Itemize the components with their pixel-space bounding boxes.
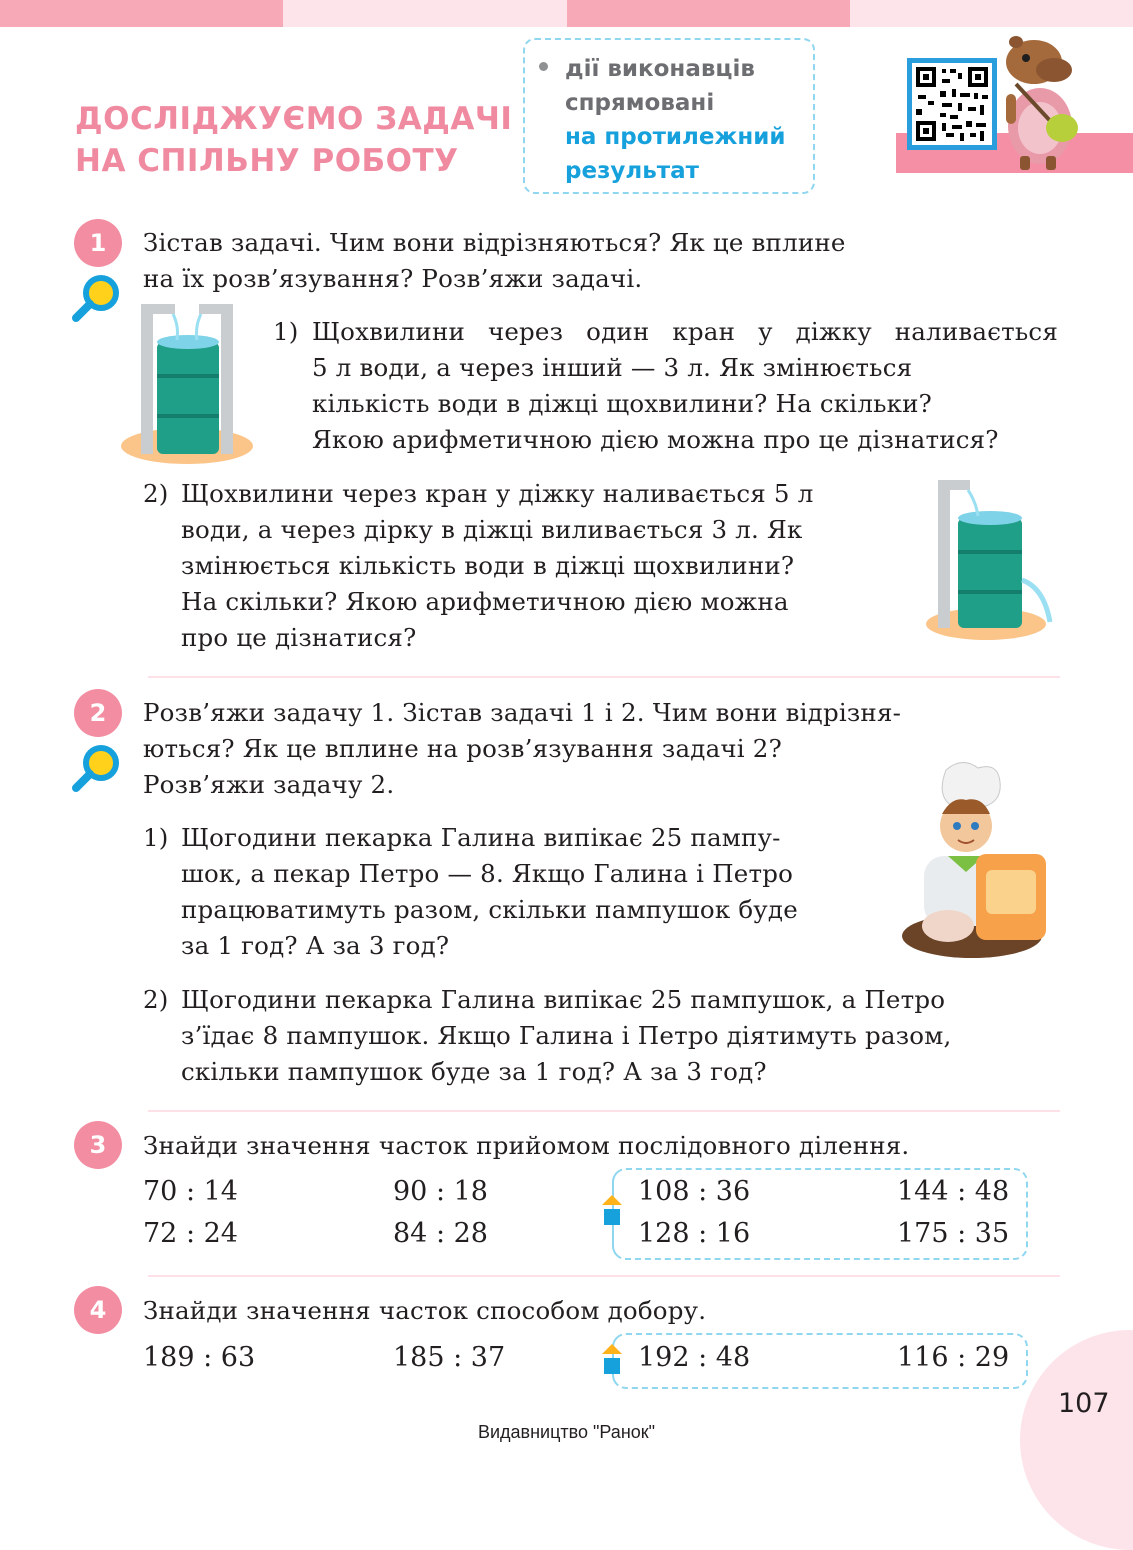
task-3-expression: 108 : 36 bbox=[638, 1176, 751, 1207]
task-2-sub-1-line-1: Щогодини пекарка Галина випікає 25 пампу- bbox=[181, 823, 781, 852]
callout-line-4: результат bbox=[565, 158, 699, 184]
qr-code-icon[interactable] bbox=[907, 58, 997, 150]
callout-line-2: спрямовані bbox=[565, 90, 715, 116]
task-1-line-1: Зістав задачі. Чим вони відрізняються? Як це вплине bbox=[143, 228, 846, 257]
callout-line-3: на протилежний bbox=[565, 124, 786, 150]
task-1-sub-2-line-4: На скільки? Якою арифметичною дією можна bbox=[181, 587, 789, 616]
task-1-sub-2-line-2: води, а через дірку в діжці виливається 3 л. Як bbox=[181, 515, 803, 544]
task-3-expression: 144 : 48 bbox=[897, 1176, 1010, 1207]
task-1-sub-1-line-2: 5 л води, а через інший — 3 л. Як змінюється bbox=[312, 353, 913, 382]
callout-line-1: дії виконавців bbox=[565, 56, 755, 82]
task-4-expression: 189 : 63 bbox=[143, 1342, 256, 1373]
publisher-credit: Видавництво "Ранок" bbox=[477, 1422, 656, 1442]
barrel-two-taps-icon bbox=[115, 296, 260, 468]
task-3-expression: 72 : 24 bbox=[143, 1218, 238, 1249]
task-2-sub-1-line-2: шок, а пекар Петро — 8. Якщо Галина і Петро bbox=[181, 859, 794, 888]
task-1-sub-1-line-1 bbox=[312, 314, 1058, 350]
task-2-sub-2-line-2: з’їдає 8 пампушок. Якщо Галина і Петро діятимуть разом, bbox=[181, 1021, 952, 1050]
qr-pattern-icon bbox=[912, 63, 992, 145]
task-4-text: Знайди значення часток способом добору. bbox=[143, 1296, 707, 1325]
capybara-mascot-icon bbox=[996, 28, 1088, 173]
task-2-sub-2-label: 2) bbox=[143, 985, 169, 1014]
task-3-number-badge: 3 bbox=[74, 1121, 122, 1169]
task-3-expression: 90 : 18 bbox=[393, 1176, 488, 1207]
task-2-line-1: Розв’яжи задачу 1. Зістав задачі 1 і 2. Чим вони відрізня- bbox=[143, 698, 902, 727]
topic-callout bbox=[523, 38, 815, 194]
bullet-icon bbox=[539, 62, 548, 71]
task-1-sub-1-line-4: Якою арифметичною дією можна про це дізнатися? bbox=[312, 425, 999, 454]
title-line-1: ДОСЛІДЖУЄМО ЗАДАЧІ bbox=[75, 101, 513, 137]
task-3-expression: 70 : 14 bbox=[143, 1176, 238, 1207]
task-4-expression: 185 : 37 bbox=[393, 1342, 506, 1373]
top-bar-1 bbox=[0, 0, 283, 27]
text: Щохвилини через один кран у діжку наливається bbox=[312, 317, 1058, 346]
task-4-expression: 192 : 48 bbox=[638, 1342, 751, 1373]
separator bbox=[148, 1275, 1060, 1277]
task-3-text: Знайди значення часток прийомом послідовного ділення. bbox=[143, 1131, 910, 1160]
house-marker-icon bbox=[602, 1195, 622, 1227]
task-1-sub-2-line-5: про це дізнатися? bbox=[181, 623, 417, 652]
house-marker-icon bbox=[602, 1344, 622, 1376]
task-2-sub-1-label: 1) bbox=[143, 823, 169, 852]
page-number: 107 bbox=[1058, 1388, 1110, 1419]
task-1-sub-2-line-3: змінюється кількість води в діжці щохвилини? bbox=[181, 551, 795, 580]
baker-illustration-icon bbox=[902, 760, 1058, 960]
task-2-sub-1-line-3: працюватимуть разом, скільки пампушок буде bbox=[181, 895, 798, 924]
page-title bbox=[75, 98, 512, 182]
separator bbox=[148, 676, 1060, 678]
task-3-expression: 84 : 28 bbox=[393, 1218, 488, 1249]
task-2-sub-2-line-3: скільки пампушок буде за 1 год? А за 3 год? bbox=[181, 1057, 767, 1086]
task-3-expression: 128 : 16 bbox=[638, 1218, 751, 1249]
top-bar-4 bbox=[850, 0, 1133, 27]
task-1-sub-1-line-3: кількість води в діжці щохвилини? На скільки? bbox=[312, 389, 933, 418]
task-1-sub-2-label: 2) bbox=[143, 479, 169, 508]
task-1-sub-1-label: 1) bbox=[273, 317, 299, 346]
task-2-sub-1-line-4: за 1 год? А за 3 год? bbox=[181, 931, 450, 960]
task-3-expression: 175 : 35 bbox=[897, 1218, 1010, 1249]
title-line-2: НА СПІЛЬНУ РОБОТУ bbox=[75, 143, 459, 179]
task-1-sub-2-line-1: Щохвилини через кран у діжку наливається 5 л bbox=[181, 479, 814, 508]
task-2-line-3: Розв’яжи задачу 2. bbox=[143, 770, 395, 799]
separator bbox=[148, 1110, 1060, 1112]
top-bar-2 bbox=[283, 0, 567, 27]
task-1-line-2: на їх розв’язування? Розв’яжи задачі. bbox=[143, 264, 643, 293]
task-2-number-badge: 2 bbox=[74, 689, 122, 737]
task-4-number-badge: 4 bbox=[74, 1286, 122, 1334]
task-1-number-badge: 1 bbox=[74, 219, 122, 267]
top-bar-3 bbox=[567, 0, 850, 27]
task-4-expression: 116 : 29 bbox=[897, 1342, 1010, 1373]
barrel-leaking-icon bbox=[922, 474, 1062, 646]
task-2-line-2: ються? Як це вплине на розв’язування задачі 2? bbox=[143, 734, 782, 763]
task-2-sub-2-line-1: Щогодини пекарка Галина випікає 25 пампушок, а Петро bbox=[181, 985, 946, 1014]
magnifier-icon bbox=[70, 742, 122, 794]
